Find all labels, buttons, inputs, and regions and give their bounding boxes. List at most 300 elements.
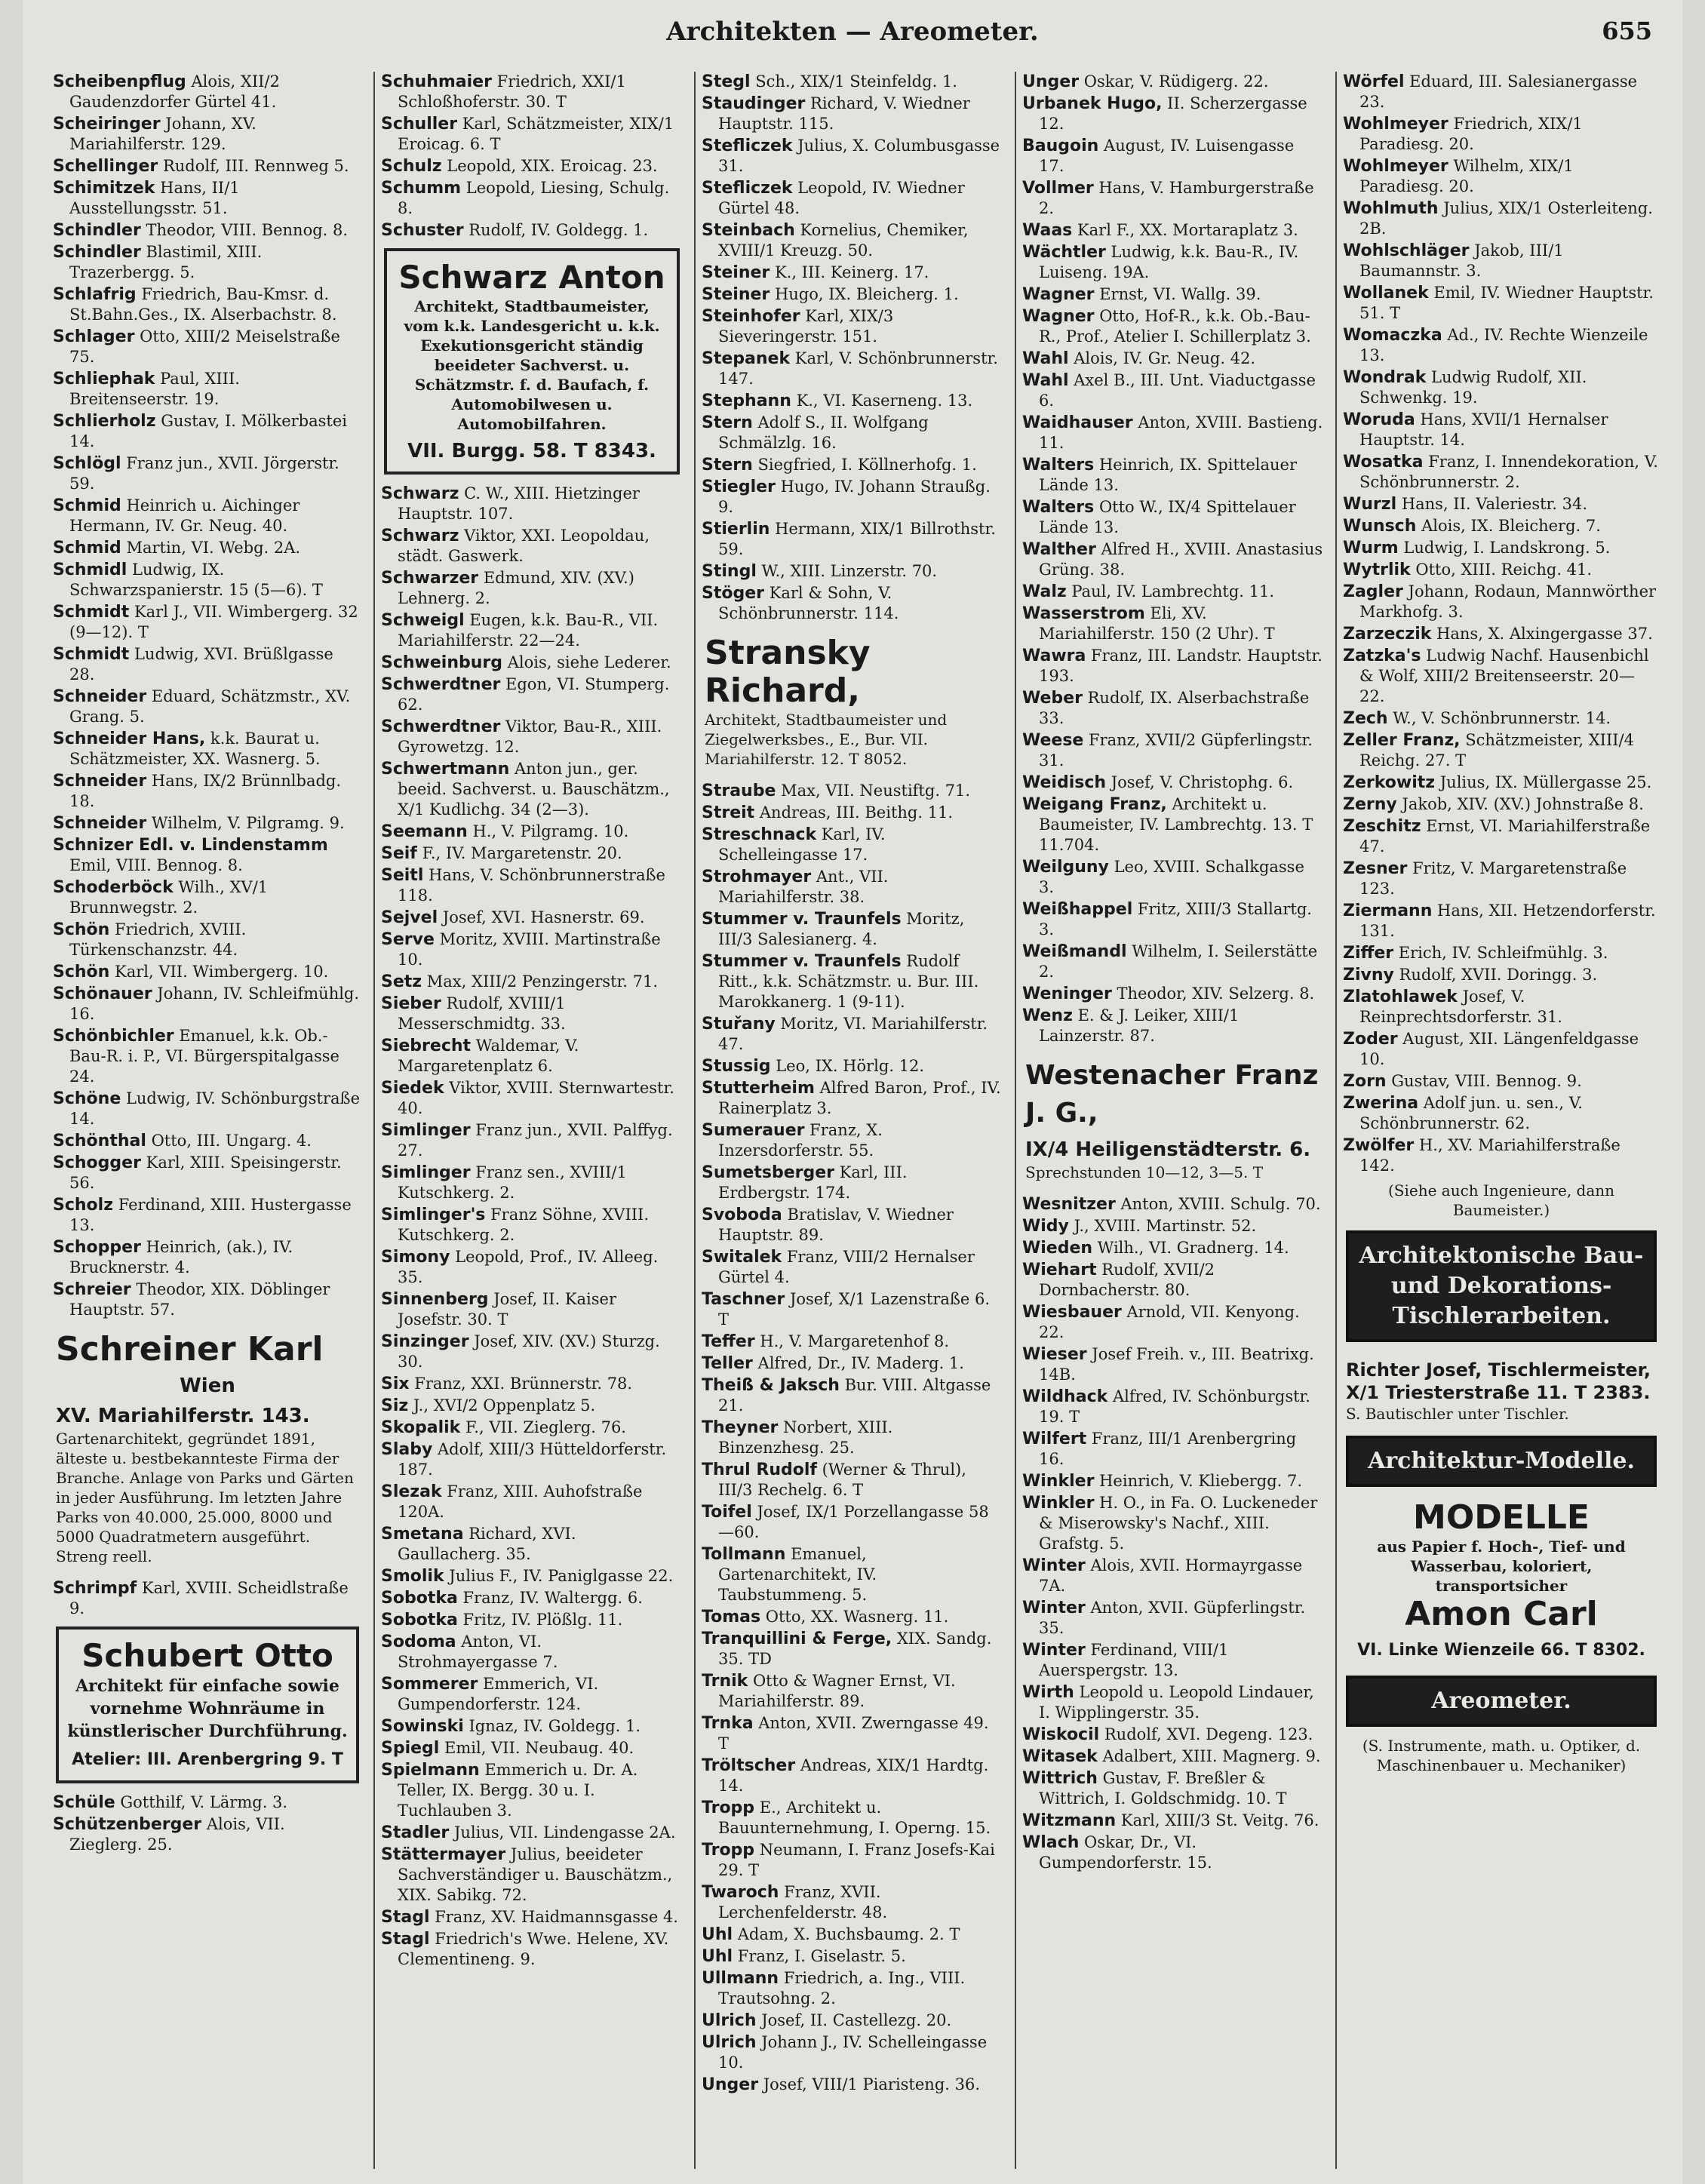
ad-modelle-header bbox=[1346, 1436, 1657, 1487]
entry-name: Stummer v. Traunfels bbox=[702, 952, 902, 971]
entry-name: Schön bbox=[53, 963, 110, 981]
entry-name: Switalek bbox=[702, 1248, 782, 1267]
entry-text: Viktor, XXI. Leopoldau, städt. Gaswerk. bbox=[398, 527, 650, 565]
directory-entry bbox=[702, 1289, 1003, 1330]
directory-entry bbox=[1343, 560, 1660, 580]
entry-name: Tröltscher bbox=[702, 1756, 796, 1775]
entry-text: Ernst, VI. Wallg. 39. bbox=[1099, 285, 1261, 303]
entry-name: Wahl bbox=[1022, 349, 1069, 368]
entry-name: Schönauer bbox=[53, 984, 152, 1003]
directory-entry bbox=[1343, 516, 1660, 536]
directory-entry bbox=[702, 455, 1003, 475]
entry-name: Winkler bbox=[1022, 1494, 1095, 1513]
directory-entry bbox=[702, 2032, 1003, 2073]
entry-name: Wohlschläger bbox=[1343, 241, 1470, 260]
entry-text: Alfred H., XVIII. Anastasius Grüng. 38. bbox=[1039, 540, 1323, 579]
directory-entry bbox=[702, 178, 1003, 219]
directory-entry bbox=[1343, 494, 1660, 515]
entry-name: Sodoma bbox=[381, 1633, 456, 1651]
entry-text: Karl, VII. Wimbergerg. 10. bbox=[115, 963, 329, 981]
entry-list bbox=[53, 1578, 362, 1619]
entry-name: Unger bbox=[1022, 72, 1080, 91]
directory-entry bbox=[702, 391, 1003, 411]
entry-name: Stefliczek bbox=[702, 179, 793, 198]
entry-name: Vollmer bbox=[1022, 179, 1094, 198]
entry-name: Siz bbox=[381, 1396, 409, 1415]
entry-text: Rudolf Ritt., k.k. Schätzmstr. u. Bur. III. Marokkanerg. 1 (9-11). bbox=[718, 952, 979, 1011]
entry-name: Tropp bbox=[702, 1798, 755, 1817]
entry-text: Oskar, Dr., VI. Gumpendorferstr. 15. bbox=[1039, 1833, 1212, 1872]
ad-text: Architekt, Stadtbaumeister, vom k.k. Landesgericht u. k.k. Exekutionsgericht ständig beeideter Sachverst. u. Schätzmstr. f. d. Baufach, f. Automobilwesen u. Automobilfahren. bbox=[404, 297, 660, 433]
entry-text: Ludwig, IX. Schwarzspanierstr. 15 (5—6). T bbox=[69, 561, 323, 599]
directory-entry bbox=[702, 803, 1003, 823]
entry-name: Schneider bbox=[53, 687, 147, 706]
entry-name: Schneider Hans, bbox=[53, 730, 206, 748]
ad-schubert bbox=[56, 1626, 359, 1783]
directory-entry bbox=[1022, 773, 1324, 793]
entry-text: Hugo, IX. Bleicherg. 1. bbox=[774, 285, 959, 303]
entry-text: Johann, Rodaun, Mannwörther Markhofg. 3. bbox=[1359, 582, 1657, 621]
entry-name: Walther bbox=[1022, 540, 1096, 559]
entry-name: Seif bbox=[381, 844, 417, 863]
entry-text: Heinrich u. Aichinger Hermann, IV. Gr. Neug. 40. bbox=[69, 496, 300, 535]
entry-name: Schwerdtner bbox=[381, 717, 501, 736]
entry-text: Franz, XVII/2 Güpferlingstr. 31. bbox=[1039, 731, 1313, 769]
directory-entry bbox=[1343, 538, 1660, 558]
entry-text: Friedrich, XIX/1 Paradiesg. 20. bbox=[1359, 115, 1583, 153]
entry-text: Ludwig, IV. Schönburgstraße 14. bbox=[69, 1089, 360, 1128]
entry-text: Hans, IX/2 Brünnlbadg. 18. bbox=[69, 772, 342, 810]
entry-name: Wirth bbox=[1022, 1683, 1074, 1702]
entry-name: Stegl bbox=[702, 72, 751, 91]
directory-entry bbox=[381, 484, 683, 524]
directory-entry bbox=[381, 908, 683, 928]
entry-text: Josef, XIV. (XV.) Sturzg. 30. bbox=[398, 1332, 660, 1371]
entry-text: Oskar, V. Rüdigerg. 22. bbox=[1083, 72, 1269, 91]
entry-text: Martin, VI. Webg. 2A. bbox=[126, 539, 301, 557]
entry-text: Max, XIII/2 Penzingerstr. 71. bbox=[426, 972, 658, 991]
entry-text: Hans, II. Valeriestr. 34. bbox=[1401, 495, 1588, 513]
entry-name: Sommerer bbox=[381, 1675, 478, 1694]
directory-entry bbox=[53, 1131, 362, 1151]
entry-name: Zech bbox=[1343, 709, 1388, 728]
entry-name: Staudinger bbox=[702, 94, 806, 113]
entry-name: Slezak bbox=[381, 1482, 442, 1501]
directory-entry bbox=[1022, 1640, 1324, 1681]
directory-entry bbox=[702, 1205, 1003, 1246]
ad-name: Architektur-Modelle. bbox=[1368, 1448, 1635, 1474]
entry-text: Hans, X. Alxingergasse 37. bbox=[1436, 625, 1653, 643]
entry-name: Smolik bbox=[381, 1567, 444, 1586]
entry-name: Stern bbox=[702, 456, 753, 475]
entry-text: Franz, I. Giselastr. 5. bbox=[737, 1947, 906, 1965]
entry-text: Karl, IV. Schelleingasse 17. bbox=[718, 825, 886, 864]
directory-entry bbox=[53, 602, 362, 643]
directory-entry bbox=[1343, 773, 1660, 793]
entry-name: Weißhappel bbox=[1022, 900, 1133, 919]
directory-entry bbox=[1022, 136, 1324, 177]
entry-name: Seemann bbox=[381, 822, 468, 841]
directory-entry bbox=[53, 411, 362, 452]
entry-text: F., VII. Zieglerg. 76. bbox=[465, 1418, 626, 1436]
entry-list bbox=[381, 72, 683, 241]
entry-text: Rudolf, XVI. Degeng. 123. bbox=[1104, 1725, 1313, 1743]
directory-entry bbox=[702, 583, 1003, 624]
directory-entry bbox=[702, 349, 1003, 389]
entry-name: Sowinski bbox=[381, 1717, 464, 1736]
directory-entry bbox=[53, 1792, 362, 1813]
entry-text: Rudolf, XVIII/1 Messerschmidtg. 33. bbox=[398, 994, 566, 1033]
entry-name: Schliephak bbox=[53, 370, 155, 389]
directory-entry bbox=[1022, 370, 1324, 411]
entry-text: Theodor, XIX. Döblinger Hauptstr. 57. bbox=[69, 1280, 330, 1319]
column-2 bbox=[373, 72, 683, 2169]
entry-text: Leopold u. Leopold Lindauer, I. Wipplingerstr. 35. bbox=[1039, 1683, 1314, 1722]
directory-entry bbox=[381, 1120, 683, 1161]
entry-name: Witzmann bbox=[1022, 1811, 1117, 1830]
entry-text: Leo, IX. Hörlg. 12. bbox=[776, 1057, 925, 1075]
entry-text: Hermann, XIX/1 Billrothstr. 59. bbox=[718, 520, 996, 558]
ad-city: Wien bbox=[180, 1375, 235, 1397]
entry-text: Gustav, F. Breßler & Wittrich, I. Goldschmidg. 10. T bbox=[1039, 1769, 1287, 1808]
entry-name: Straube bbox=[702, 782, 776, 800]
entry-text: Anton, VI. Strohmayergasse 7. bbox=[398, 1633, 558, 1671]
directory-entry bbox=[702, 284, 1003, 305]
entry-name: Siedek bbox=[381, 1079, 444, 1098]
entry-name: Teffer bbox=[702, 1332, 755, 1351]
entry-text: Otto, Hof-R., k.k. Ob.-Bau-R., Prof., Atelier I. Schillerplatz 3. bbox=[1039, 307, 1311, 346]
entry-text: Wilhelm, V. Pilgramg. 9. bbox=[151, 814, 345, 832]
entry-name: Sobotka bbox=[381, 1589, 458, 1608]
directory-entry bbox=[381, 1716, 683, 1737]
directory-entry bbox=[702, 1056, 1003, 1077]
entry-list bbox=[53, 1792, 362, 1855]
entry-text: Eduard, III. Salesianergasse 23. bbox=[1359, 72, 1638, 111]
ad-name: Stransky Richard, bbox=[705, 634, 871, 710]
entry-name: Scholz bbox=[53, 1196, 114, 1215]
entry-name: Twaroch bbox=[702, 1883, 779, 1902]
entry-text: Franz, XIII. Auhofstraße 120A. bbox=[398, 1482, 643, 1521]
entry-text: Josef, V. Reinprechtsdorferstr. 31. bbox=[1359, 988, 1562, 1026]
directory-entry bbox=[381, 929, 683, 970]
entry-name: Wondrak bbox=[1343, 368, 1427, 387]
entry-name: Wurzl bbox=[1343, 495, 1397, 514]
entry-text: Hans, XVII/1 Hernalser Hauptstr. 14. bbox=[1359, 410, 1608, 449]
entry-name: Schrimpf bbox=[53, 1579, 137, 1598]
entry-text: Karl, III. Erdbergstr. 174. bbox=[718, 1163, 908, 1202]
entry-text: Josef, IX/1 Porzellangasse 58—60. bbox=[718, 1503, 989, 1541]
directory-entry bbox=[53, 1279, 362, 1320]
entry-name: Zesner bbox=[1343, 859, 1408, 878]
entry-name: Schlager bbox=[53, 327, 135, 346]
entry-text: Egon, VI. Stumperg. 62. bbox=[398, 675, 670, 714]
entry-name: Toifel bbox=[702, 1503, 752, 1522]
entry-name: Tollmann bbox=[702, 1545, 786, 1564]
directory-entry bbox=[381, 822, 683, 842]
directory-entry bbox=[1343, 72, 1660, 112]
directory-entry bbox=[53, 835, 362, 876]
directory-entry bbox=[381, 610, 683, 651]
entry-text: Franz, I. Innendekoration, V. Schönbrunnerstr. 2. bbox=[1359, 453, 1658, 491]
entry-name: Wahl bbox=[1022, 371, 1069, 390]
entry-text: E., Architekt u. Bauunternehmung, I. Operng. 15. bbox=[718, 1798, 991, 1837]
entry-text: Gustav, I. Mölkerbastei 14. bbox=[69, 412, 347, 450]
entry-name: Zerny bbox=[1343, 795, 1397, 814]
entry-name: Weber bbox=[1022, 689, 1083, 708]
entry-name: Zerkowitz bbox=[1343, 773, 1436, 792]
entry-name: Wörfel bbox=[1343, 72, 1405, 91]
entry-name: Stephann bbox=[702, 392, 791, 410]
entry-text: Ludwig Rudolf, XII. Schwenkg. 19. bbox=[1359, 368, 1587, 407]
directory-entry bbox=[381, 1674, 683, 1715]
entry-text: Bratislav, V. Wiedner Hauptstr. 89. bbox=[718, 1206, 954, 1244]
entry-name: Theyner bbox=[702, 1418, 779, 1437]
entry-name: Sejvel bbox=[381, 908, 438, 927]
entry-name: Schmidl bbox=[53, 561, 127, 579]
directory-entry bbox=[53, 220, 362, 241]
directory-entry bbox=[1343, 198, 1660, 239]
directory-entry bbox=[381, 865, 683, 906]
entry-text: Karl, XIII/3 St. Veitg. 76. bbox=[1120, 1811, 1319, 1829]
entry-name: Schogger bbox=[53, 1153, 141, 1172]
entry-text: Karl, XIX/3 Sieveringerstr. 151. bbox=[718, 307, 894, 346]
directory-entry bbox=[1022, 1768, 1324, 1809]
directory-entry bbox=[702, 909, 1003, 950]
directory-entry bbox=[702, 2010, 1003, 2031]
ad-text: Sprechstunden 10—12, 3—5. T bbox=[1025, 1163, 1264, 1181]
directory-entry bbox=[1022, 1682, 1324, 1723]
entry-name: Stättermayer bbox=[381, 1845, 506, 1864]
directory-entry bbox=[381, 1078, 683, 1119]
directory-entry bbox=[381, 220, 683, 241]
directory-entry bbox=[1022, 1746, 1324, 1767]
entry-text: Hugo, IV. Johann Straußg. 9. bbox=[718, 478, 991, 516]
entry-name: Wurm bbox=[1343, 539, 1399, 558]
directory-entry bbox=[1022, 1194, 1324, 1215]
entry-text: Otto W., IX/4 Spittelauer Lände 13. bbox=[1039, 498, 1296, 536]
entry-text: Josef Freih. v., III. Beatrixg. 14B. bbox=[1039, 1345, 1314, 1384]
directory-entry bbox=[53, 156, 362, 177]
column-3 bbox=[694, 72, 1003, 2169]
directory-entry bbox=[381, 1396, 683, 1416]
entry-text: Alois, XVII. Hormayrgasse 7A. bbox=[1039, 1556, 1303, 1595]
entry-name: Sumerauer bbox=[702, 1121, 805, 1140]
entry-name: Ulrich bbox=[702, 2033, 757, 2052]
entry-name: Schüle bbox=[53, 1793, 115, 1812]
directory-entry bbox=[702, 951, 1003, 1012]
entry-text: Wilhelm, XIX/1 Paradiesg. 20. bbox=[1359, 157, 1574, 195]
directory-entry bbox=[702, 1544, 1003, 1605]
ad-areometer bbox=[1346, 1676, 1657, 1727]
entry-name: Schuller bbox=[381, 115, 458, 134]
entry-name: Schuhmaier bbox=[381, 72, 492, 91]
entry-name: Schwertmann bbox=[381, 760, 510, 779]
entry-text: Julius, X. Columbusgasse 31. bbox=[718, 137, 1000, 175]
entry-name: Trnka bbox=[702, 1714, 754, 1733]
entry-name: Schmid bbox=[53, 496, 121, 515]
directory-entry bbox=[381, 1566, 683, 1587]
entry-text: Franz jun., XVII. Palffyg. 27. bbox=[398, 1121, 673, 1160]
entry-name: Streit bbox=[702, 803, 755, 822]
entry-text: Emil, VIII. Bennog. 8. bbox=[69, 856, 243, 874]
directory-entry bbox=[1022, 582, 1324, 602]
entry-name: Winkler bbox=[1022, 1472, 1095, 1491]
entry-name: Ziffer bbox=[1343, 944, 1394, 963]
entry-text: Alfred, IV. Schönburgstr. 19. T bbox=[1039, 1387, 1310, 1426]
entry-text: Friedrich, Bau-Kmsr. d. St.Bahn.Ges., IX. Alserbachstr. 8. bbox=[69, 285, 337, 324]
entry-name: Schwarzer bbox=[381, 569, 479, 588]
directory-entry bbox=[702, 1671, 1003, 1712]
directory-entry bbox=[53, 771, 362, 812]
entry-text: Arnold, VII. Kenyong. 22. bbox=[1039, 1303, 1300, 1341]
entry-text: J., XVI/2 Oppenplatz 5. bbox=[413, 1396, 596, 1415]
entry-name: Tropp bbox=[702, 1841, 755, 1860]
entry-text: Emmerich u. Dr. A. Teller, IX. Bergg. 30 u. I. Tuchlauben 3. bbox=[398, 1761, 638, 1820]
entry-text: Hans, V. Hamburgerstraße 2. bbox=[1039, 179, 1314, 217]
entry-text: Anton, XVII. Güpferlingstr. 35. bbox=[1039, 1599, 1306, 1637]
directory-entry bbox=[1022, 1471, 1324, 1491]
entry-name: Wildhack bbox=[1022, 1387, 1108, 1406]
directory-entry bbox=[381, 1163, 683, 1203]
entry-text: H., V. Margaretenhof 8. bbox=[760, 1332, 950, 1350]
entry-text: Alois, IX. Bleicherg. 7. bbox=[1421, 517, 1601, 535]
directory-entry bbox=[1022, 1387, 1324, 1427]
directory-entry bbox=[1343, 114, 1660, 155]
entry-name: Spielmann bbox=[381, 1761, 480, 1780]
ad-text: Richter Josef, Tischlermeister, X/1 Triesterstraße 11. T 2383. bbox=[1346, 1359, 1651, 1403]
entry-text: Adolf jun. u. sen., V. Schönbrunnerstr. 62. bbox=[1359, 1094, 1583, 1132]
directory-entry bbox=[381, 1845, 683, 1906]
entry-text: K., VI. Kaserneng. 13. bbox=[796, 392, 973, 410]
directory-entry bbox=[1343, 624, 1660, 644]
entry-text: E. & J. Leiker, XIII/1 Lainzerstr. 87. bbox=[1039, 1006, 1240, 1045]
directory-entry bbox=[53, 114, 362, 155]
entry-text: Richard, V. Wiedner Hauptstr. 115. bbox=[718, 94, 970, 133]
entry-name: Wollanek bbox=[1343, 284, 1429, 303]
entry-name: Stingl bbox=[702, 562, 757, 581]
entry-name: Weninger bbox=[1022, 984, 1112, 1003]
entry-name: Wohlmeyer bbox=[1343, 115, 1448, 134]
entry-text: Karl F., XX. Mortaraplatz 3. bbox=[1077, 221, 1298, 239]
entry-name: Wytrlik bbox=[1343, 561, 1411, 579]
directory-entry bbox=[53, 1089, 362, 1129]
entry-text: Axel B., III. Unt. Viaductgasse 6. bbox=[1039, 371, 1316, 410]
directory-entry bbox=[53, 369, 362, 410]
entry-name: Wohlmuth bbox=[1343, 199, 1439, 218]
entry-name: Stern bbox=[702, 413, 753, 432]
entry-name: Winter bbox=[1022, 1641, 1086, 1660]
directory-entry bbox=[1022, 306, 1324, 347]
entry-name: Schönbichler bbox=[53, 1027, 174, 1046]
directory-entry bbox=[1022, 1598, 1324, 1639]
entry-name: Schwerdtner bbox=[381, 675, 501, 694]
entry-name: Schön bbox=[53, 920, 110, 939]
directory-entry bbox=[1022, 1811, 1324, 1831]
entry-name: Wlach bbox=[1022, 1833, 1080, 1852]
directory-entry bbox=[702, 1014, 1003, 1055]
entry-text: Viktor, Bau-R., XIII. Gyrowetzg. 12. bbox=[398, 717, 662, 756]
entry-text: Franz jun., XVII. Jörgerstr. 59. bbox=[69, 454, 339, 493]
directory-entry bbox=[1343, 452, 1660, 493]
entry-text: Moritz, VI. Mariahilferstr. 47. bbox=[718, 1015, 988, 1053]
entry-name: Stöger bbox=[702, 584, 764, 603]
entry-text: Ignaz, IV. Goldegg. 1. bbox=[468, 1717, 641, 1735]
directory-entry bbox=[1343, 1093, 1660, 1134]
entry-text: Josef, XVI. Hasnerstr. 69. bbox=[442, 908, 645, 926]
entry-text: Johann, IV. Schleifmühlg. 16. bbox=[69, 984, 360, 1023]
directory-entry bbox=[1343, 582, 1660, 622]
entry-text: Fritz, IV. Plößlg. 11. bbox=[462, 1611, 623, 1629]
directory-entry bbox=[1343, 1029, 1660, 1070]
entry-name: Womaczka bbox=[1343, 326, 1442, 345]
directory-entry bbox=[1343, 325, 1660, 366]
entry-text: Viktor, XVIII. Sternwartestr. 40. bbox=[398, 1079, 674, 1117]
entry-name: Schützenberger bbox=[53, 1815, 202, 1834]
directory-entry bbox=[1022, 455, 1324, 496]
directory-entry bbox=[1022, 497, 1324, 538]
entry-name: Wiesbauer bbox=[1022, 1303, 1122, 1322]
entry-text: H., V. Pilgramg. 10. bbox=[472, 822, 629, 840]
entry-name: Sinzinger bbox=[381, 1332, 469, 1351]
directory-entry bbox=[1022, 94, 1324, 134]
entry-name: Zlatohlawek bbox=[1343, 988, 1458, 1006]
entry-text: Emanuel, k.k. Ob.-Bau-R. i. P., VI. Bürgerspitalgasse 24. bbox=[69, 1027, 339, 1086]
directory-entry bbox=[1022, 413, 1324, 453]
directory-entry bbox=[1343, 646, 1660, 707]
directory-entry bbox=[1022, 688, 1324, 729]
directory-entry bbox=[702, 1375, 1003, 1416]
entry-name: Wilfert bbox=[1022, 1430, 1087, 1448]
directory-entry bbox=[1343, 965, 1660, 985]
directory-entry bbox=[53, 813, 362, 834]
directory-entry bbox=[381, 759, 683, 820]
entry-text: Emmerich, VI. Gumpendorferstr. 124. bbox=[398, 1675, 599, 1713]
entry-text: Alfred Baron, Prof., IV. Rainerplatz 3. bbox=[718, 1079, 1001, 1117]
entry-text: (Werner & Thrul), III/3 Rechelg. 6. T bbox=[718, 1461, 966, 1499]
ad-address: VI. Linke Wienzeile 66. T 8302. bbox=[1357, 1641, 1645, 1660]
ad-address: XV. Mariahilferstr. 143. bbox=[56, 1405, 310, 1427]
directory-entry bbox=[702, 94, 1003, 134]
directory-entry bbox=[1022, 794, 1324, 855]
entry-name: Weigang Franz, bbox=[1022, 795, 1167, 814]
directory-entry bbox=[53, 327, 362, 367]
entry-text: Anton jun., ger. beeid. Sachverst. u. Bauschätzm., X/1 Kudlichg. 34 (2—3). bbox=[398, 760, 670, 819]
directory-entry bbox=[702, 1924, 1003, 1945]
entry-name: Wieden bbox=[1022, 1239, 1093, 1258]
directory-entry bbox=[381, 1332, 683, 1372]
entry-name: Schopper bbox=[53, 1238, 141, 1257]
entry-name: Schellinger bbox=[53, 157, 158, 176]
entry-text: XIX. Sandg. 35. TD bbox=[718, 1630, 992, 1668]
directory-entry bbox=[1343, 943, 1660, 963]
directory-entry bbox=[53, 1578, 362, 1619]
entry-text: Karl, XIII. Speisingerstr. 56. bbox=[69, 1153, 342, 1192]
directory-entry bbox=[702, 1078, 1003, 1119]
directory-entry bbox=[381, 994, 683, 1034]
entry-name: Wiehart bbox=[1022, 1261, 1097, 1279]
entry-name: Seitl bbox=[381, 866, 424, 885]
ad-text: Gartenarchitekt, gegründet 1891, älteste u. bestbekannteste Firma der Branche. Anlage von Parks und Gärten in jeder Ausführung. Im letzten Jahre Parks von 40.000, 25.000, 8000 und 5000 Quadratmetern ausgeführt. Streng reell. bbox=[56, 1430, 354, 1565]
directory-entry bbox=[1343, 241, 1660, 281]
entry-text: Andreas, XIX/1 Hardtg. 14. bbox=[718, 1756, 989, 1795]
entry-text: Leo, XVIII. Schalkgasse 3. bbox=[1039, 858, 1304, 896]
entry-text: Franz Söhne, XVIII. Kutschkerg. 2. bbox=[398, 1206, 650, 1244]
entry-name: Wasserstrom bbox=[1022, 604, 1145, 623]
entry-text: Emil, IV. Wiedner Hauptstr. 51. T bbox=[1359, 284, 1654, 322]
entry-text: Adalbert, XIII. Magnerg. 9. bbox=[1102, 1747, 1321, 1765]
entry-text: Karl J., VII. Wimbergerg. 32 (9—12). T bbox=[69, 603, 358, 641]
entry-name: Schwarz bbox=[381, 484, 459, 503]
